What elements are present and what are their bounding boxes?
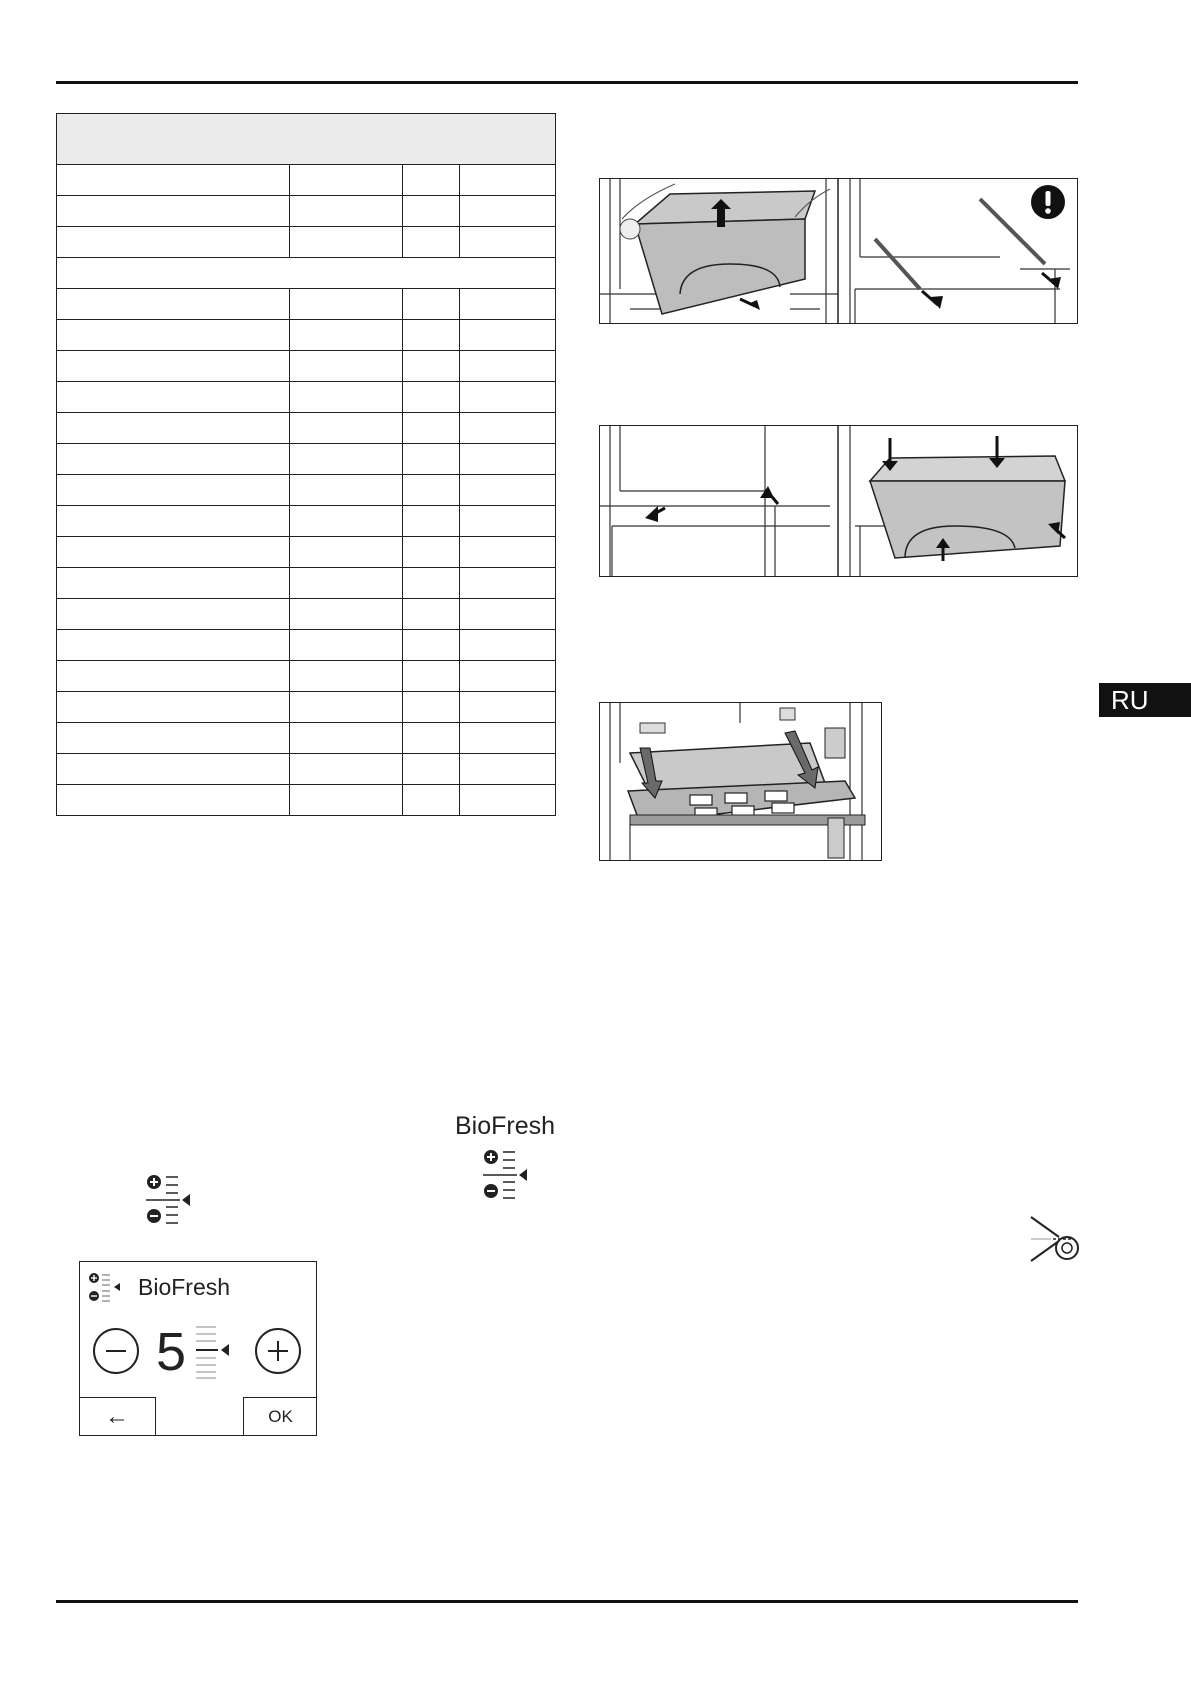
table-row — [57, 382, 556, 413]
no-tools-icon — [1029, 1215, 1081, 1268]
plus-icon — [257, 1330, 299, 1372]
minus-icon — [95, 1330, 137, 1372]
temperature-value: 5 — [156, 1322, 187, 1382]
table-row — [57, 196, 556, 227]
table-row — [57, 537, 556, 568]
table-row — [57, 785, 556, 816]
back-arrow-icon: ← — [105, 1402, 129, 1430]
table-row — [57, 475, 556, 506]
shelf-insertion-illustration — [599, 702, 882, 861]
back-button[interactable] — [79, 1397, 156, 1435]
table-row — [57, 413, 556, 444]
temperature-adjust-icon — [146, 1173, 194, 1230]
header-rule — [56, 81, 1078, 84]
biofresh-heading: BioFresh — [455, 1112, 556, 1140]
footer-rule — [56, 1600, 1078, 1603]
table-row — [57, 568, 556, 599]
table-row — [57, 227, 556, 258]
table-row — [57, 351, 556, 382]
decrease-button[interactable] — [93, 1328, 139, 1374]
display-title: BioFresh — [138, 1274, 231, 1300]
table-row — [57, 444, 556, 475]
temperature-adjust-icon — [88, 1272, 124, 1307]
table-row — [57, 692, 556, 723]
table-row — [57, 630, 556, 661]
drawer-removal-illustration — [599, 178, 1078, 324]
table-row — [57, 289, 556, 320]
increase-button[interactable] — [255, 1328, 301, 1374]
temperature-adjust-icon — [483, 1148, 531, 1205]
table-row — [57, 661, 556, 692]
table-section-row — [57, 258, 556, 289]
drawer-insertion-illustration — [599, 425, 1078, 577]
table-row — [57, 599, 556, 630]
table-row — [57, 320, 556, 351]
table-header-row — [57, 114, 556, 165]
level-scale-icon — [194, 1324, 232, 1385]
biofresh-display-panel — [79, 1261, 317, 1436]
ok-button[interactable]: OK — [243, 1397, 317, 1435]
storage-table — [56, 113, 556, 816]
table-row — [57, 506, 556, 537]
table-row — [57, 754, 556, 785]
table-row — [57, 723, 556, 754]
language-tab: RU — [1099, 683, 1191, 717]
table-row — [57, 165, 556, 196]
caution-exclamation-icon — [1030, 184, 1066, 225]
